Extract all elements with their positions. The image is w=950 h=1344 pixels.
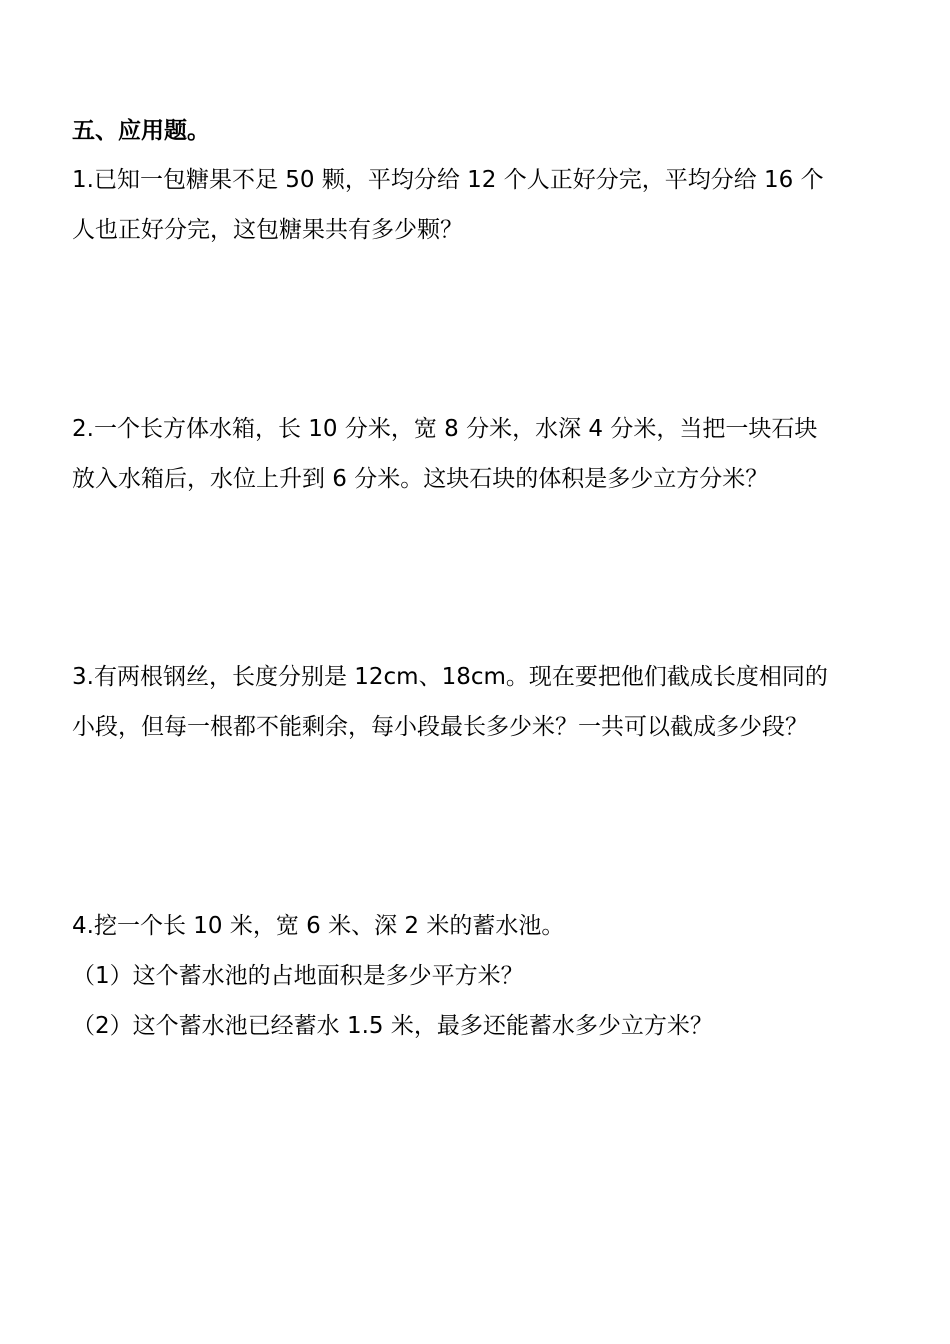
question-4-subquestion-2: （2）这个蓄水池已经蓄水 1.5 米，最多还能蓄水多少立方米？: [72, 1013, 713, 1039]
question-2-line-1: 2.一个长方体水箱，长 10 分米，宽 8 分米，水深 4 分米，当把一块石块: [72, 416, 818, 442]
question-1-line-2: 人也正好分完，这包糖果共有多少颗？: [72, 217, 463, 243]
question-3-line-1: 3.有两根钢丝，长度分别是 12cm、18cm。现在要把他们截成长度相同的: [72, 664, 828, 690]
question-1-line-1: 1.已知一包糖果不足 50 颗，平均分给 12 个人正好分完，平均分给 16 个: [72, 167, 824, 193]
question-4-subquestion-1: （1）这个蓄水池的占地面积是多少平方米？: [72, 963, 524, 989]
question-2-line-2: 放入水箱后，水位上升到 6 分米。这块石块的体积是多少立方分米？: [72, 466, 769, 492]
question-4-line-1: 4.挖一个长 10 米，宽 6 米、深 2 米的蓄水池。: [72, 913, 565, 939]
question-3-line-2: 小段，但每一根都不能剩余，每小段最长多少米？一共可以截成多少段？: [72, 714, 808, 740]
section-title: 五、应用题。: [72, 118, 210, 144]
